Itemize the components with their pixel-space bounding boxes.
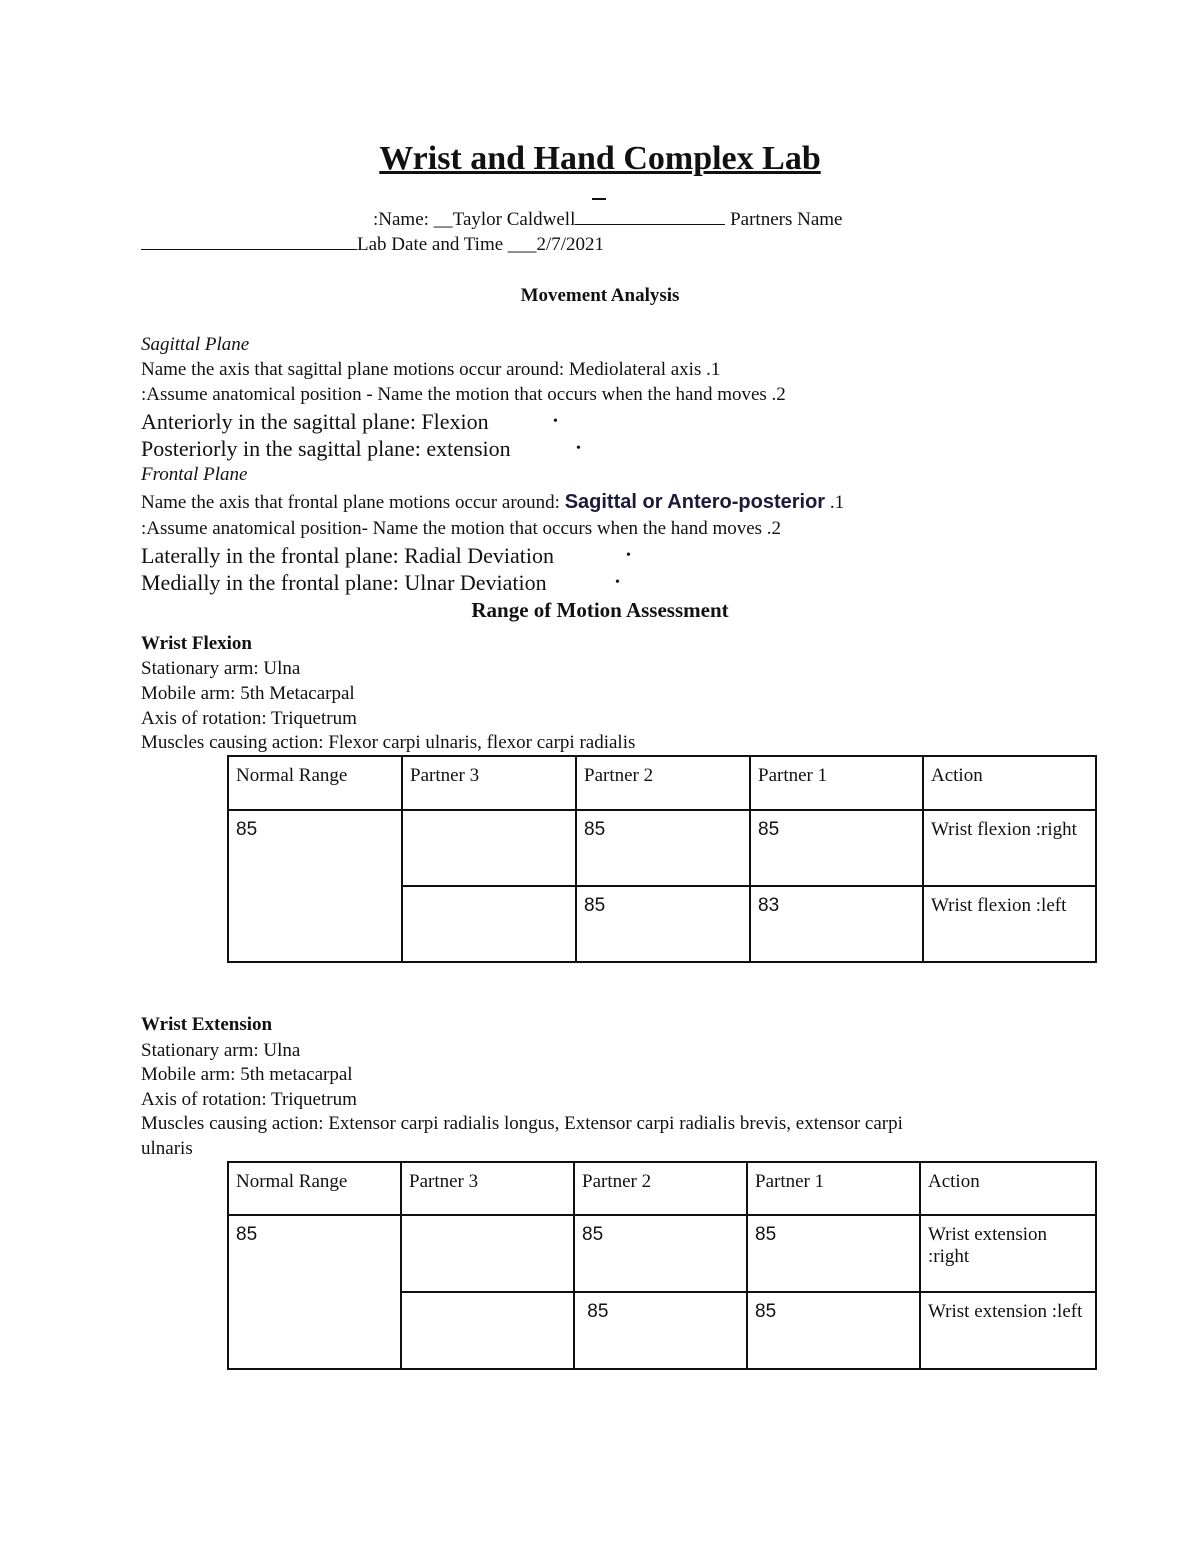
frontal-q1-answer: Sagittal or Antero-posterior <box>564 491 826 513</box>
header-partner-2: Partner 2 <box>574 1162 747 1215</box>
action-cell: Wrist flexion :right <box>923 810 1096 886</box>
sagittal-answer-posterior: Posteriorly in the sagittal plane: extension <box>141 436 511 461</box>
frontal-question-2: :Assume anatomical position- Name the motion that occurs when the hand moves .2 <box>141 518 782 539</box>
bullet-icon: • <box>626 548 631 563</box>
extension-muscles: Muscles causing action: Extensor carpi radialis longus, Extensor carpi radialis brevis, extensor carpi <box>141 1113 903 1134</box>
normal-range-cell: 85 <box>228 810 402 962</box>
extension-stationary: Stationary arm: Ulna <box>141 1040 301 1061</box>
partners-label: Partners Name <box>730 209 843 230</box>
table-row <box>228 1215 1096 1292</box>
table-row <box>228 810 1096 886</box>
name-value: Taylor Caldwell <box>452 209 576 230</box>
frontal-answer-medial: Medially in the frontal plane: Ulnar Deviation <box>141 570 547 595</box>
table-header-row <box>228 1162 1096 1215</box>
extension-muscles-cont: ulnaris <box>141 1138 193 1159</box>
bullet-icon: • <box>553 414 558 429</box>
partner-1-cell: 85 <box>750 810 923 886</box>
table-header-row <box>228 756 1096 810</box>
header-partner-2: Partner 2 <box>576 756 750 810</box>
title-underline-mark <box>592 198 606 200</box>
partner-2-cell: 85 <box>574 1292 747 1369</box>
flexion-stationary: Stationary arm: Ulna <box>141 658 301 679</box>
sagittal-heading: Sagittal Plane <box>141 334 250 355</box>
partner-3-cell <box>402 886 576 962</box>
extension-heading: Wrist Extension <box>141 1014 273 1035</box>
name-label: :Name: __ <box>373 209 453 230</box>
frontal-answer-lateral: Laterally in the frontal plane: Radial Deviation <box>141 543 554 568</box>
extension-axis: Axis of rotation: Triquetrum <box>141 1089 357 1110</box>
lab-date-line <box>141 234 604 256</box>
partner-1-cell: 85 <box>747 1292 920 1369</box>
partner-1-cell: 85 <box>747 1215 920 1292</box>
flexion-heading: Wrist Flexion <box>141 633 253 654</box>
action-cell: Wrist extension :left <box>920 1292 1096 1369</box>
action-cell: Wrist flexion :left <box>923 886 1096 962</box>
document-title: Wrist and Hand Complex Lab <box>379 140 821 177</box>
bullet-icon: • <box>615 575 620 590</box>
lab-date-value: 2/7/2021 <box>536 234 604 255</box>
sagittal-answer-anterior: Anteriorly in the sagittal plane: Flexion <box>141 409 489 434</box>
header-action: Action <box>923 756 1096 810</box>
partner-3-cell <box>401 1292 574 1369</box>
header-partner-3: Partner 3 <box>402 756 576 810</box>
partners-underline <box>141 235 357 250</box>
name-line <box>373 209 843 231</box>
action-cell: Wrist extension :right <box>920 1215 1096 1292</box>
extension-table <box>227 1161 1097 1370</box>
frontal-question-1 <box>141 491 844 514</box>
flexion-muscles: Muscles causing action: Flexor carpi ulnaris, flexor carpi radialis <box>141 732 636 753</box>
rom-heading: Range of Motion Assessment <box>471 598 729 622</box>
extension-mobile: Mobile arm: 5th metacarpal <box>141 1064 353 1085</box>
header-partner-3: Partner 3 <box>401 1162 574 1215</box>
sagittal-question-2: :Assume anatomical position - Name the motion that occurs when the hand moves .2 <box>141 384 786 405</box>
partner-2-cell: 85 <box>576 810 750 886</box>
header-partner-1: Partner 1 <box>750 756 923 810</box>
frontal-heading: Frontal Plane <box>141 464 248 485</box>
sagittal-question-1: Name the axis that sagittal plane motions occur around: Mediolateral axis .1 <box>141 359 721 380</box>
flexion-axis: Axis of rotation: Triquetrum <box>141 708 357 729</box>
flexion-mobile: Mobile arm: 5th Metacarpal <box>141 683 355 704</box>
header-normal-range: Normal Range <box>228 756 402 810</box>
frontal-q1-prefix: Name the axis that frontal plane motions occur around: <box>141 492 560 513</box>
lab-date-label: Lab Date and Time ___ <box>357 234 537 255</box>
partner-3-cell <box>402 810 576 886</box>
bullet-icon: • <box>576 441 581 456</box>
partner-3-cell <box>401 1215 574 1292</box>
partner-2-cell: 85 <box>576 886 750 962</box>
movement-analysis-heading: Movement Analysis <box>520 285 680 306</box>
flexion-table <box>227 755 1097 963</box>
name-underline <box>575 210 725 225</box>
header-normal-range: Normal Range <box>228 1162 401 1215</box>
normal-range-cell: 85 <box>228 1215 401 1369</box>
header-action: Action <box>920 1162 1096 1215</box>
header-partner-1: Partner 1 <box>747 1162 920 1215</box>
partner-2-cell: 85 <box>574 1215 747 1292</box>
frontal-q1-suffix: .1 <box>829 492 845 513</box>
partner-1-cell: 83 <box>750 886 923 962</box>
